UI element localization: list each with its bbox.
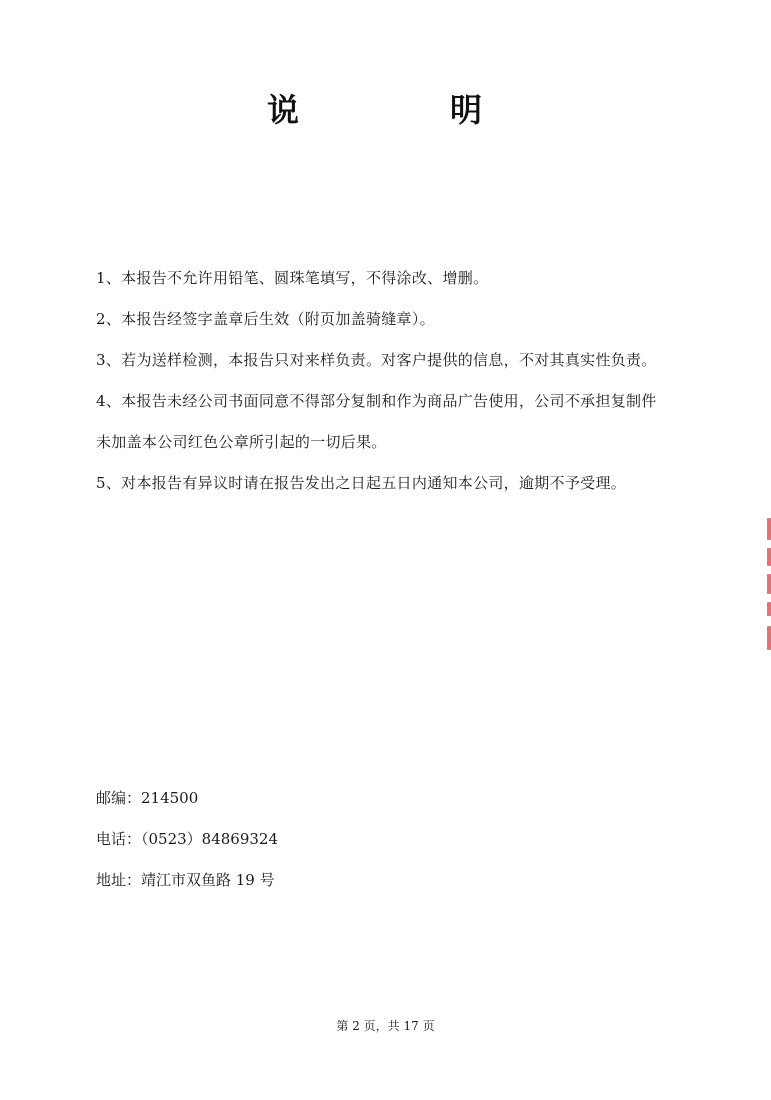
notes-list: [96, 258, 666, 504]
address-line: 地址：靖江市双鱼路 19 号: [96, 871, 275, 889]
seam-seal-edge: [765, 518, 771, 653]
note-item-5: 5、对本报告有异议时请在报告发出之日起五日内通知本公司，逾期不予受理。: [96, 474, 627, 492]
page-number-footer: 第 2 页，共 17 页: [336, 1019, 435, 1033]
note-item-3: 3、若为送样检测，本报告只对来样负责。对客户提供的信息，不对其真实性负责。: [96, 351, 657, 369]
seal-mark-5: [767, 626, 771, 650]
title-char-1: 说: [267, 91, 300, 129]
title-char-2: 明: [450, 91, 483, 129]
note-item-2: 2、本报告经签字盖章后生效（附页加盖骑缝章）。: [96, 310, 435, 328]
seal-mark-3: [767, 574, 771, 594]
note-item-4: 4、本报告未经公司书面同意不得部分复制和作为商品广告使用，公司不承担复制件未加盖本公司红色公章所引起的一切后果。: [96, 392, 657, 451]
contact-info: [96, 778, 596, 901]
phone-line: 电话：（0523）84869324: [96, 830, 279, 848]
postcode-line: 邮编：214500: [96, 789, 199, 807]
seal-mark-1: [767, 518, 771, 540]
note-item-1: 1、本报告不允许用铅笔、圆珠笔填写，不得涂改、增删。: [96, 269, 489, 287]
page-title: [0, 84, 771, 136]
seal-mark-4: [767, 602, 771, 616]
seal-mark-2: [767, 548, 771, 566]
